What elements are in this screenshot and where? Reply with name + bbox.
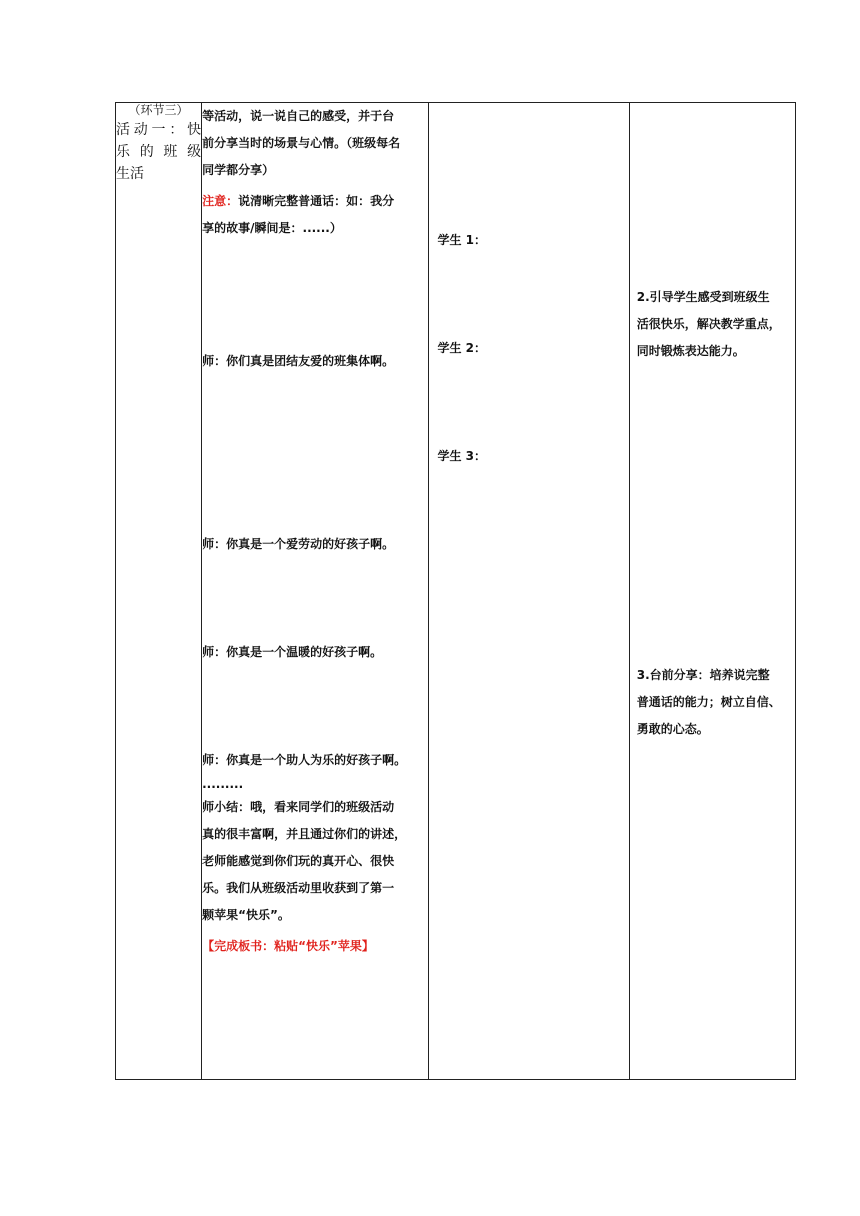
goal-2-line: 活很快乐，解决教学重点， [636,317,781,331]
teacher-praise: 师：你们真是团结友爱的班集体啊。 [202,354,395,368]
student-2-label: 学生 2： [437,341,486,355]
student-3-label: 学生 3： [437,449,486,463]
note-line [202,188,428,215]
segment-title-line: 生活 [116,166,144,182]
table-row [116,103,796,1080]
summary-line: 乐。我们从班级活动里收获到了第一 [202,881,395,895]
board-note: 【完成板书：粘贴“快乐”苹果】 [202,939,374,953]
intro-line: 前分享当时的场景与心情。（班级每名 [202,136,401,150]
teacher-praise: 师：你真是一个爱劳动的好孩子啊。 [202,537,395,551]
segment-cell [116,103,202,1080]
summary-line: 真的很丰富啊，并且通过你们的讲述， [202,827,407,841]
student-activity-cell [429,103,629,1080]
teacher-praise: 师：你真是一个温暖的好孩子啊。 [202,645,383,659]
note-label: 注意： [202,194,239,208]
goal-3-line: 普通话的能力；树立自信、 [636,695,781,709]
note-text: 说清晰完整普通话：如：我分 [238,194,395,208]
ellipsis-dots: ......... [202,777,244,791]
goal-2-line: 同时锻炼表达能力。 [636,344,745,358]
note-text-continued: 享的故事/瞬间是：......） [202,221,342,235]
design-intent-cell [629,103,795,1080]
intro-line: 同学都分享） [202,163,275,177]
segment-label: （环节三） [128,103,189,117]
segment-title-line: 乐的班级 [116,144,202,160]
summary-line: 师小结：哦，看来同学们的班级活动 [202,800,395,814]
goal-3-line: 勇敢的心态。 [636,722,709,736]
goal-2 [637,284,791,365]
goal-3-line: 3.台前分享：培养说完整 [636,668,770,682]
teacher-praise: 师：你真是一个助人为乐的好孩子啊。 [202,753,407,767]
segment-title [116,119,201,185]
teacher-activity-cell [202,103,429,1080]
lesson-plan-table [115,102,796,1080]
segment-title-line: 活动一：快 [116,122,202,138]
summary-line: 颗苹果“快乐”。 [202,908,290,922]
intro-line: 等活动，说一说自己的感受，并于台 [202,109,395,123]
goal-2-line: 2.引导学生感受到班级生 [636,290,770,304]
summary-line: 老师能感觉到你们玩的真开心、很快 [202,854,395,868]
goal-3 [637,662,791,743]
student-1-label: 学生 1： [437,233,486,247]
